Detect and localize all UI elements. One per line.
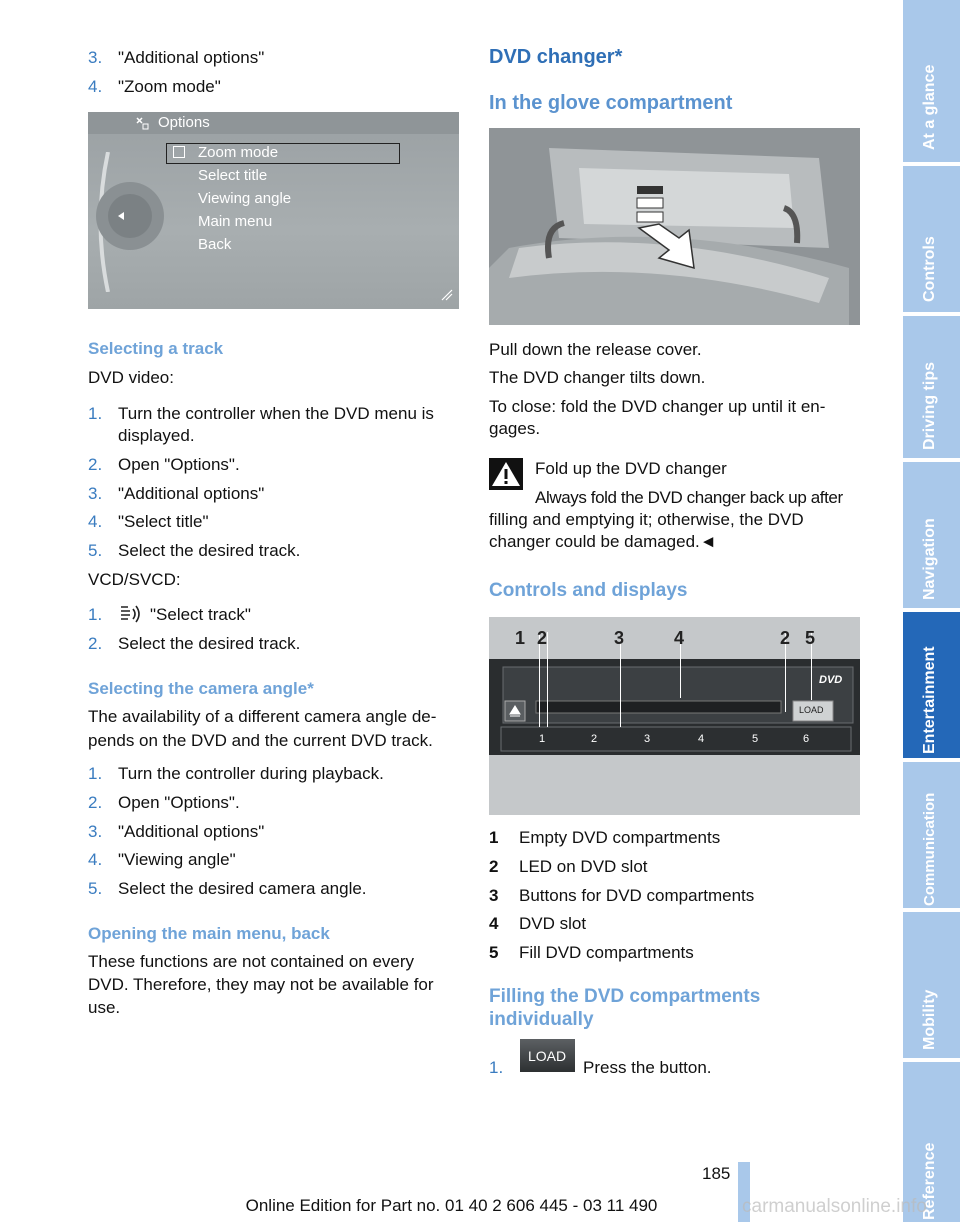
list-item: "Viewing angle" xyxy=(118,850,236,869)
list-item: "Additional options" xyxy=(118,48,265,67)
paragraph-line: use. xyxy=(88,998,121,1017)
compartment-button-label: 3 xyxy=(644,733,651,745)
list-item: Turn the controller when the DVD menu is xyxy=(118,404,434,423)
list-number: 2. xyxy=(88,634,103,653)
list-item: displayed. xyxy=(118,426,195,445)
paragraph-line: The DVD changer tilts down. xyxy=(489,368,706,387)
section-heading: Filling the DVD compartments xyxy=(489,986,761,1007)
list-item: Turn the controller during playback. xyxy=(118,764,384,783)
dvd-logo: DVD xyxy=(819,674,843,686)
tab-label: Reference xyxy=(921,1142,938,1220)
tab-label: Mobility xyxy=(921,989,938,1050)
tab-entertainment[interactable] xyxy=(903,612,960,758)
compartment-button-label: 2 xyxy=(591,733,598,745)
list-number: 4. xyxy=(88,850,103,869)
list-item: "Additional options" xyxy=(118,822,265,841)
list-item: Press the button. xyxy=(583,1058,712,1077)
section-title: DVD changer* xyxy=(489,46,623,68)
section-heading: Controls and displays xyxy=(489,580,688,601)
section-heading: individually xyxy=(489,1009,594,1030)
tab-label: Driving tips xyxy=(921,361,938,450)
section-heading: Opening the main menu, back xyxy=(88,924,330,943)
tab-driving-tips[interactable] xyxy=(903,316,960,458)
options-screen-image xyxy=(88,112,459,309)
warning-line: filling and emptying it; otherwise, the DVD xyxy=(489,510,804,529)
list-number: 1. xyxy=(489,1058,504,1077)
paragraph-line: Pull down the release cover. xyxy=(489,340,702,359)
paragraph: VCD/SVCD: xyxy=(88,570,181,589)
legend-number: 4 xyxy=(489,914,499,933)
legend-number: 5 xyxy=(489,943,499,962)
legend-number: 1 xyxy=(489,828,499,847)
paragraph-line: These functions are not contained on every xyxy=(88,952,415,971)
paragraph-line: To close: fold the DVD changer up until it en- xyxy=(489,397,826,416)
paragraph-line: gages. xyxy=(489,419,541,438)
list-number: 1. xyxy=(88,764,103,783)
tab-label: Entertainment xyxy=(921,646,938,754)
paragraph-line: The availability of a different camera angle de- xyxy=(88,707,437,726)
list-item: "Select track" xyxy=(150,605,251,624)
section-heading: Selecting a track xyxy=(88,339,224,358)
paragraph: DVD video: xyxy=(88,368,174,387)
chapter-tabs xyxy=(903,0,960,1222)
callout-number: 3 xyxy=(614,628,625,648)
tab-controls[interactable] xyxy=(903,166,960,312)
callout-number: 1 xyxy=(515,628,526,648)
menu-item: Main menu xyxy=(198,213,273,230)
legend-text: DVD slot xyxy=(519,914,587,933)
controller-wheel-icon xyxy=(88,152,168,292)
legend-text: LED on DVD slot xyxy=(519,857,648,876)
tab-navigation[interactable] xyxy=(903,462,960,608)
compartment-button-label: 4 xyxy=(698,733,705,745)
legend-text: Buttons for DVD compartments xyxy=(519,886,755,905)
menu-item: Zoom mode xyxy=(198,144,279,161)
section-heading: Selecting the camera angle* xyxy=(88,679,314,698)
paragraph-line: DVD. Therefore, they may not be available for xyxy=(88,975,434,994)
list-number: 1. xyxy=(88,605,103,624)
compartment-button-label: 1 xyxy=(539,733,546,745)
callout-number: 4 xyxy=(674,628,685,648)
list-number: 3. xyxy=(88,48,103,67)
dvd-changer-controls-image xyxy=(489,617,860,815)
compartment-button-label: 5 xyxy=(752,733,759,745)
warning-line: changer could be damaged.◄ xyxy=(489,532,717,551)
glove-compartment-illustration xyxy=(489,128,860,325)
warning-icon xyxy=(489,458,523,490)
tab-label: At a glance xyxy=(921,64,938,150)
tab-mobility[interactable] xyxy=(903,912,960,1058)
tab-at-a-glance[interactable] xyxy=(903,0,960,162)
watermark: carmanualsonline.info xyxy=(742,1196,927,1217)
list-number: 3. xyxy=(88,484,103,503)
list-number: 3. xyxy=(88,822,103,841)
footer-text: Online Edition for Part no. 01 40 2 606 445 - 03 11 490 xyxy=(245,1196,658,1215)
tab-communication[interactable] xyxy=(903,762,960,908)
menu-item: Viewing angle xyxy=(198,190,292,207)
load-button-label: LOAD xyxy=(528,1048,567,1064)
legend-number: 3 xyxy=(489,886,499,905)
warning-title: Fold up the DVD changer xyxy=(535,459,727,478)
tab-label: Controls xyxy=(921,236,938,302)
load-label: LOAD xyxy=(799,705,824,715)
load-button-icon xyxy=(520,1039,575,1072)
legend-text: Empty DVD compartments xyxy=(519,828,721,847)
list-number: 5. xyxy=(88,541,103,560)
screen-title: Options xyxy=(158,114,210,131)
checkbox-icon xyxy=(173,146,185,158)
list-number: 4. xyxy=(88,77,103,96)
scroll-icon xyxy=(440,288,454,302)
list-item: "Zoom mode" xyxy=(118,77,221,96)
callout-number: 5 xyxy=(805,628,816,648)
menu-item: Back xyxy=(198,236,232,253)
list-item: "Select title" xyxy=(118,512,209,531)
glove-compartment-photo xyxy=(489,128,860,325)
list-number: 4. xyxy=(88,512,103,531)
list-item: Open "Options". xyxy=(118,793,240,812)
compartment-button-label: 6 xyxy=(803,733,810,745)
list-item: Select the desired camera angle. xyxy=(118,879,367,898)
list-item: Select the desired track. xyxy=(118,634,301,653)
section-subtitle: In the glove compartment xyxy=(489,92,733,114)
menu-item: Select title xyxy=(198,167,268,184)
voice-command-icon xyxy=(118,603,144,625)
list-item: Select the desired track. xyxy=(118,541,301,560)
legend-number: 2 xyxy=(489,857,499,876)
callout-number: 2 xyxy=(780,628,791,648)
tab-label: Navigation xyxy=(921,518,938,600)
options-icon xyxy=(134,115,150,131)
page-number: 185 xyxy=(702,1164,731,1183)
warning-line: Always fold the DVD changer back up after xyxy=(535,488,843,507)
tab-label: Communication xyxy=(921,792,938,906)
list-item: Open "Options". xyxy=(118,455,240,474)
list-number: 1. xyxy=(88,404,103,423)
list-number: 5. xyxy=(88,879,103,898)
list-item: "Additional options" xyxy=(118,484,265,503)
callout-number: 2 xyxy=(537,628,548,648)
list-number: 2. xyxy=(88,455,103,474)
legend-text: Fill DVD compartments xyxy=(519,943,694,962)
paragraph-line: pends on the DVD and the current DVD track. xyxy=(88,731,433,750)
list-number: 2. xyxy=(88,793,103,812)
